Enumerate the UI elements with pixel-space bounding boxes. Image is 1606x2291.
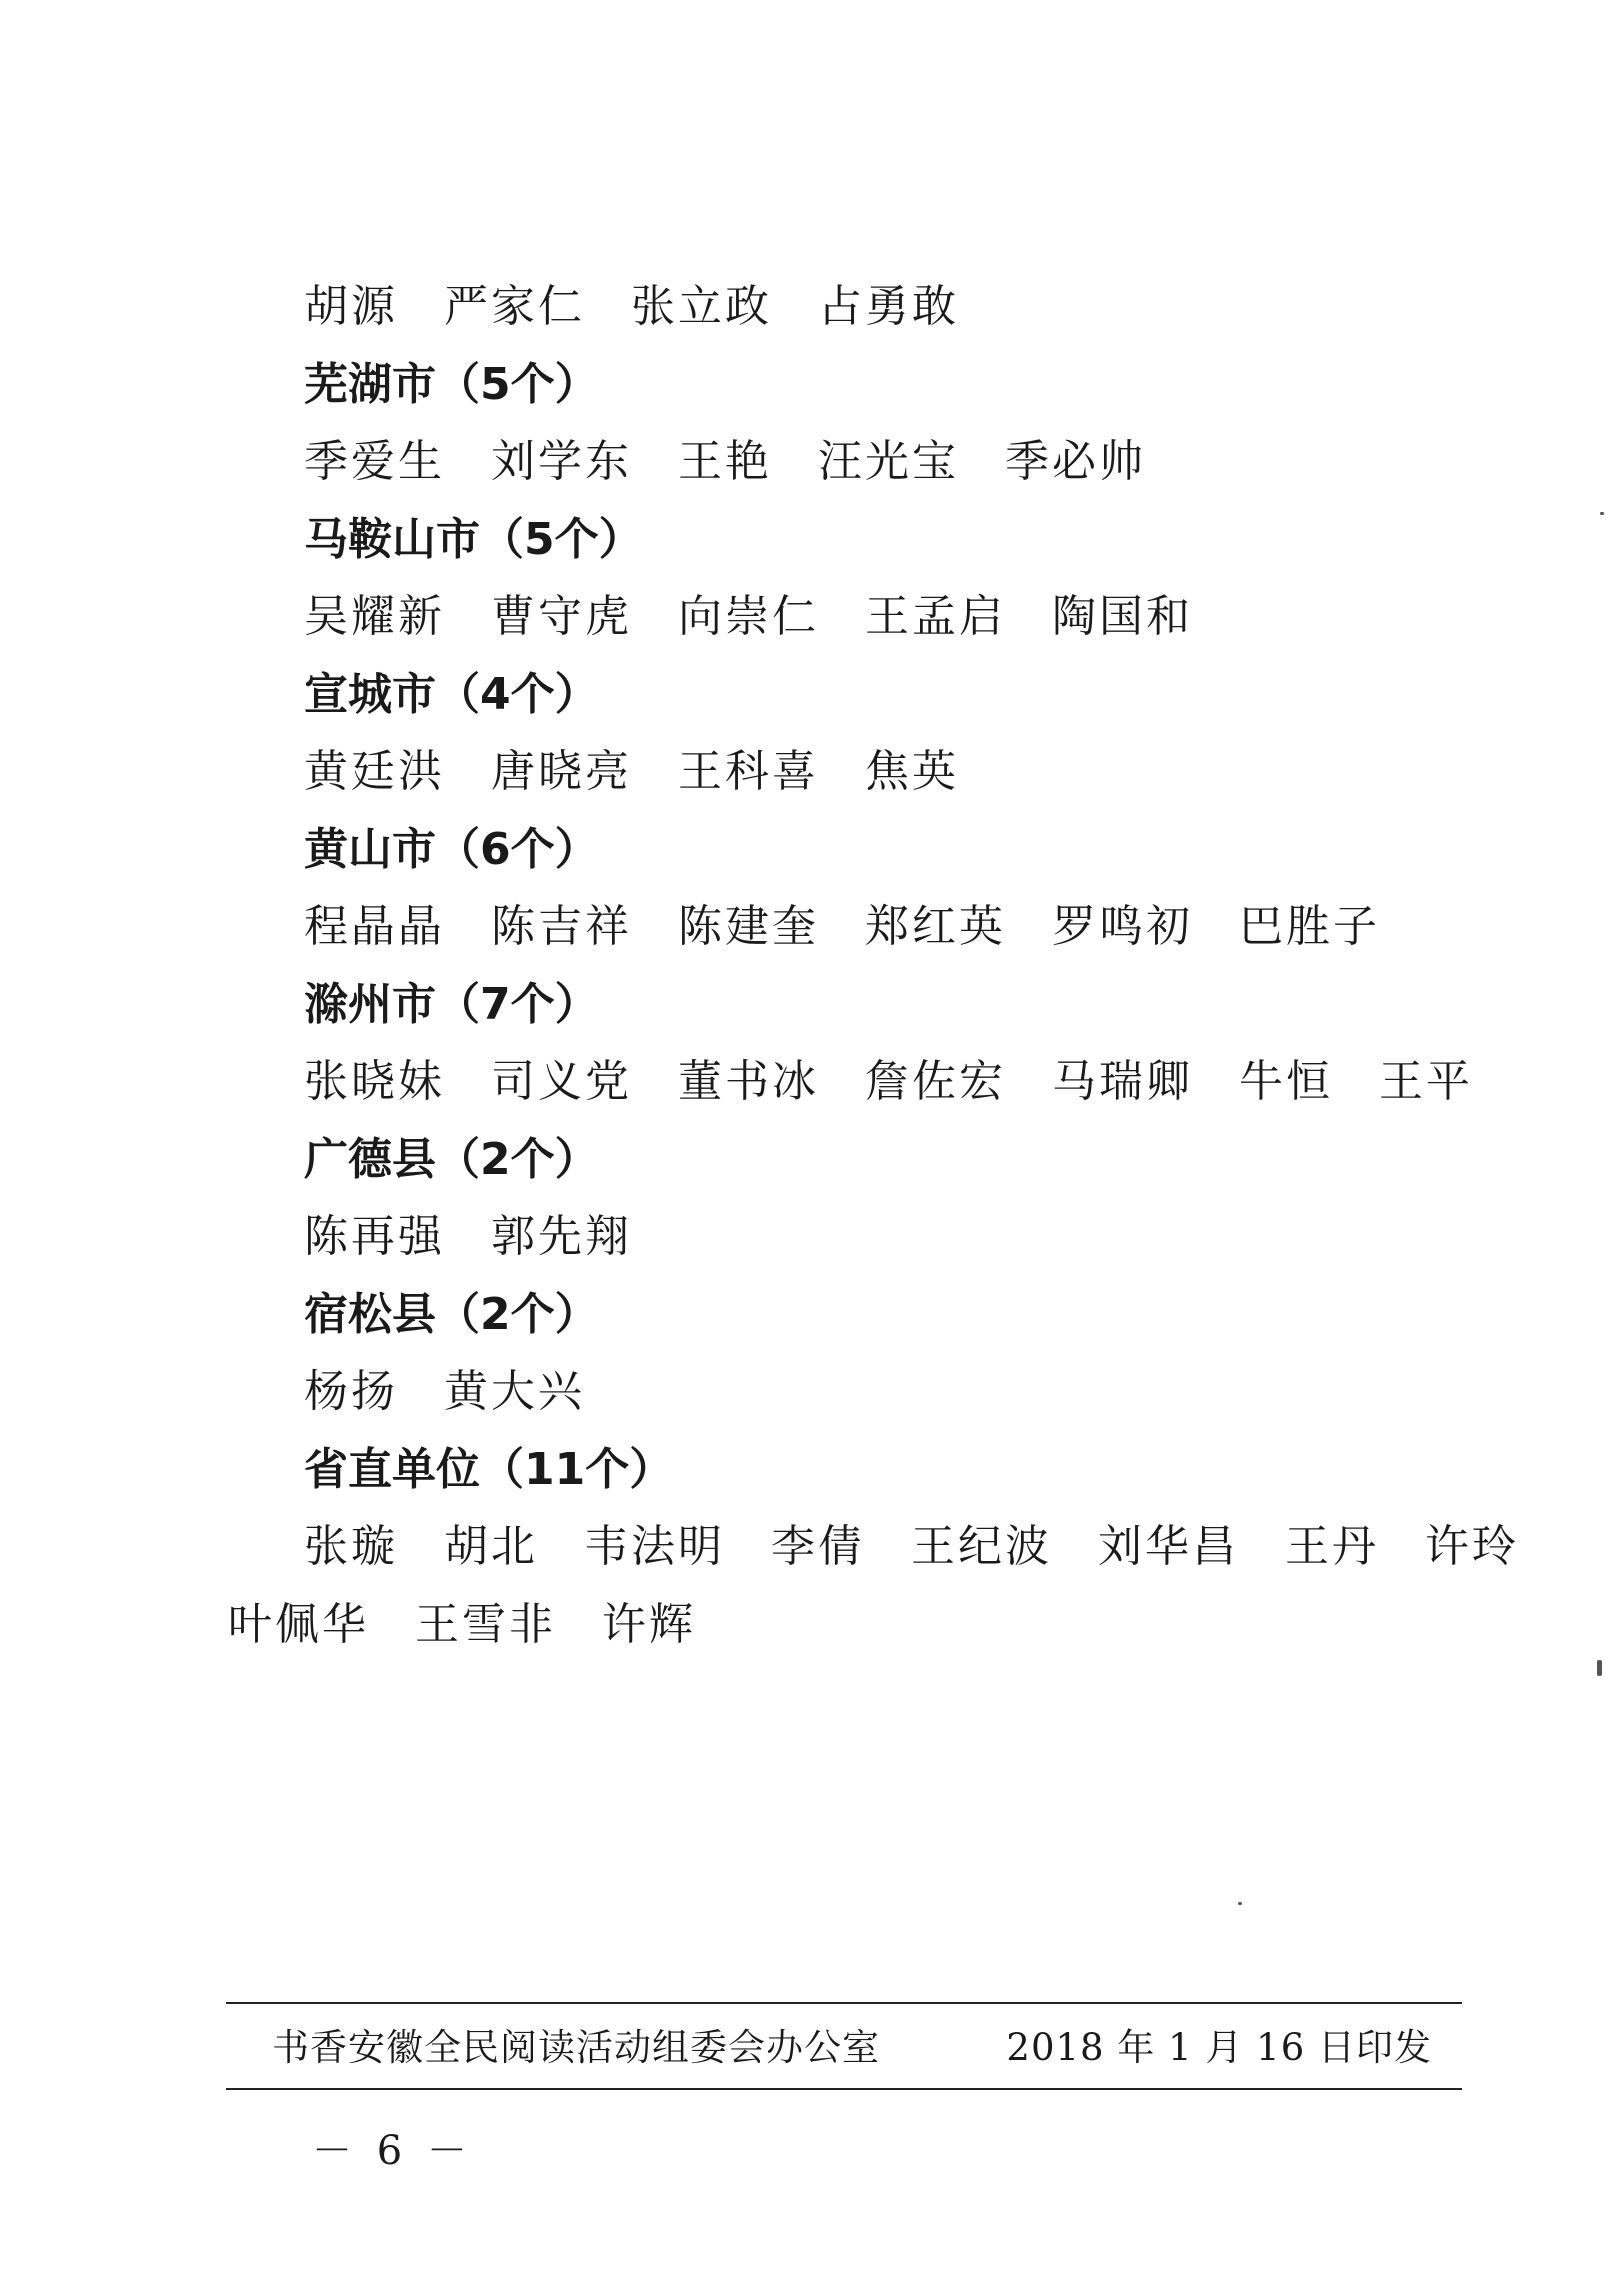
person-name: 郑红英 <box>865 901 1006 952</box>
section-heading: 宿松县（2个） <box>304 1288 599 1340</box>
person-name: 司义党 <box>491 1056 632 1107</box>
page-number: － 6 － <box>312 2128 473 2174</box>
person-name: 马瑞卿 <box>1052 1056 1193 1107</box>
footer-bottom-rule <box>226 2088 1462 2090</box>
person-name: 张晓妹 <box>304 1056 445 1107</box>
person-name: 陶国和 <box>1052 591 1193 642</box>
person-name: 罗鸣初 <box>1052 901 1193 952</box>
person-name: 王雪非 <box>415 1598 556 1650</box>
person-name: 李倩 <box>771 1521 865 1572</box>
names-line <box>228 1586 1468 1664</box>
section-heading: 马鞍山市（5个） <box>304 513 643 565</box>
person-name: 王平 <box>1379 1056 1473 1107</box>
person-name: 季爱生 <box>304 436 445 487</box>
person-name: 韦法明 <box>584 1521 725 1572</box>
names-line <box>228 1043 1473 1121</box>
section-heading: 宣城市（4个） <box>304 668 599 720</box>
person-name: 张璇 <box>304 1521 398 1572</box>
section-heading: 省直单位（11个） <box>304 1443 674 1495</box>
scan-speck <box>1600 512 1604 515</box>
scan-speck <box>1597 1660 1602 1676</box>
names-line <box>228 1353 1468 1431</box>
person-name: 唐晓亮 <box>491 746 632 797</box>
person-name: 黄廷洪 <box>304 746 445 797</box>
section-heading: 广德县（2个） <box>304 1133 599 1185</box>
footer-issue-date: 2018 年 1 月 16 日印发 <box>1006 2026 1432 2069</box>
section-heading: 黄山市（6个） <box>304 823 599 875</box>
footer-top-rule <box>226 2002 1462 2004</box>
names-line <box>228 578 1468 656</box>
person-name: 刘学东 <box>491 436 632 487</box>
person-name: 张立政 <box>631 281 772 332</box>
person-name: 詹佐宏 <box>865 1056 1006 1107</box>
person-name: 程晶晶 <box>304 901 445 952</box>
person-name: 严家仁 <box>444 281 585 332</box>
names-line <box>228 888 1468 966</box>
person-name: 许玲 <box>1425 1521 1519 1572</box>
person-name: 叶佩华 <box>228 1598 369 1650</box>
footer-organization: 书香安徽全民阅读活动组委会办公室 <box>272 2026 880 2069</box>
person-name: 王孟启 <box>865 591 1006 642</box>
person-name: 陈建奎 <box>678 901 819 952</box>
person-name: 曹守虎 <box>491 591 632 642</box>
person-name: 杨扬 <box>304 1366 398 1417</box>
scan-speck <box>1238 1902 1242 1905</box>
person-name: 汪光宝 <box>818 436 959 487</box>
names-line <box>228 733 1468 811</box>
name-list <box>228 268 1519 1663</box>
person-name: 黄大兴 <box>444 1366 585 1417</box>
person-name: 王科喜 <box>678 746 819 797</box>
person-name: 胡源 <box>304 281 398 332</box>
person-name: 董书冰 <box>678 1056 819 1107</box>
section-heading: 滁州市（7个） <box>304 978 599 1030</box>
person-name: 陈吉祥 <box>491 901 632 952</box>
names-line <box>228 423 1468 501</box>
person-name: 刘华昌 <box>1098 1521 1239 1572</box>
section-heading: 芜湖市（5个） <box>304 358 599 410</box>
person-name: 季必帅 <box>1005 436 1146 487</box>
names-line <box>228 268 1468 346</box>
person-name: 王纪波 <box>911 1521 1052 1572</box>
person-name: 焦英 <box>865 746 959 797</box>
person-name: 向崇仁 <box>678 591 819 642</box>
person-name: 许辉 <box>602 1598 696 1650</box>
names-line <box>228 1508 1519 1586</box>
person-name: 郭先翔 <box>491 1211 632 1262</box>
person-name: 陈再强 <box>304 1211 445 1262</box>
person-name: 牛恒 <box>1239 1056 1333 1107</box>
person-name: 吴耀新 <box>304 591 445 642</box>
person-name: 巴胜子 <box>1239 901 1380 952</box>
person-name: 王丹 <box>1285 1521 1379 1572</box>
person-name: 胡北 <box>444 1521 538 1572</box>
person-name: 占勇敢 <box>818 281 959 332</box>
person-name: 王艳 <box>678 436 772 487</box>
names-line <box>228 1198 1468 1276</box>
